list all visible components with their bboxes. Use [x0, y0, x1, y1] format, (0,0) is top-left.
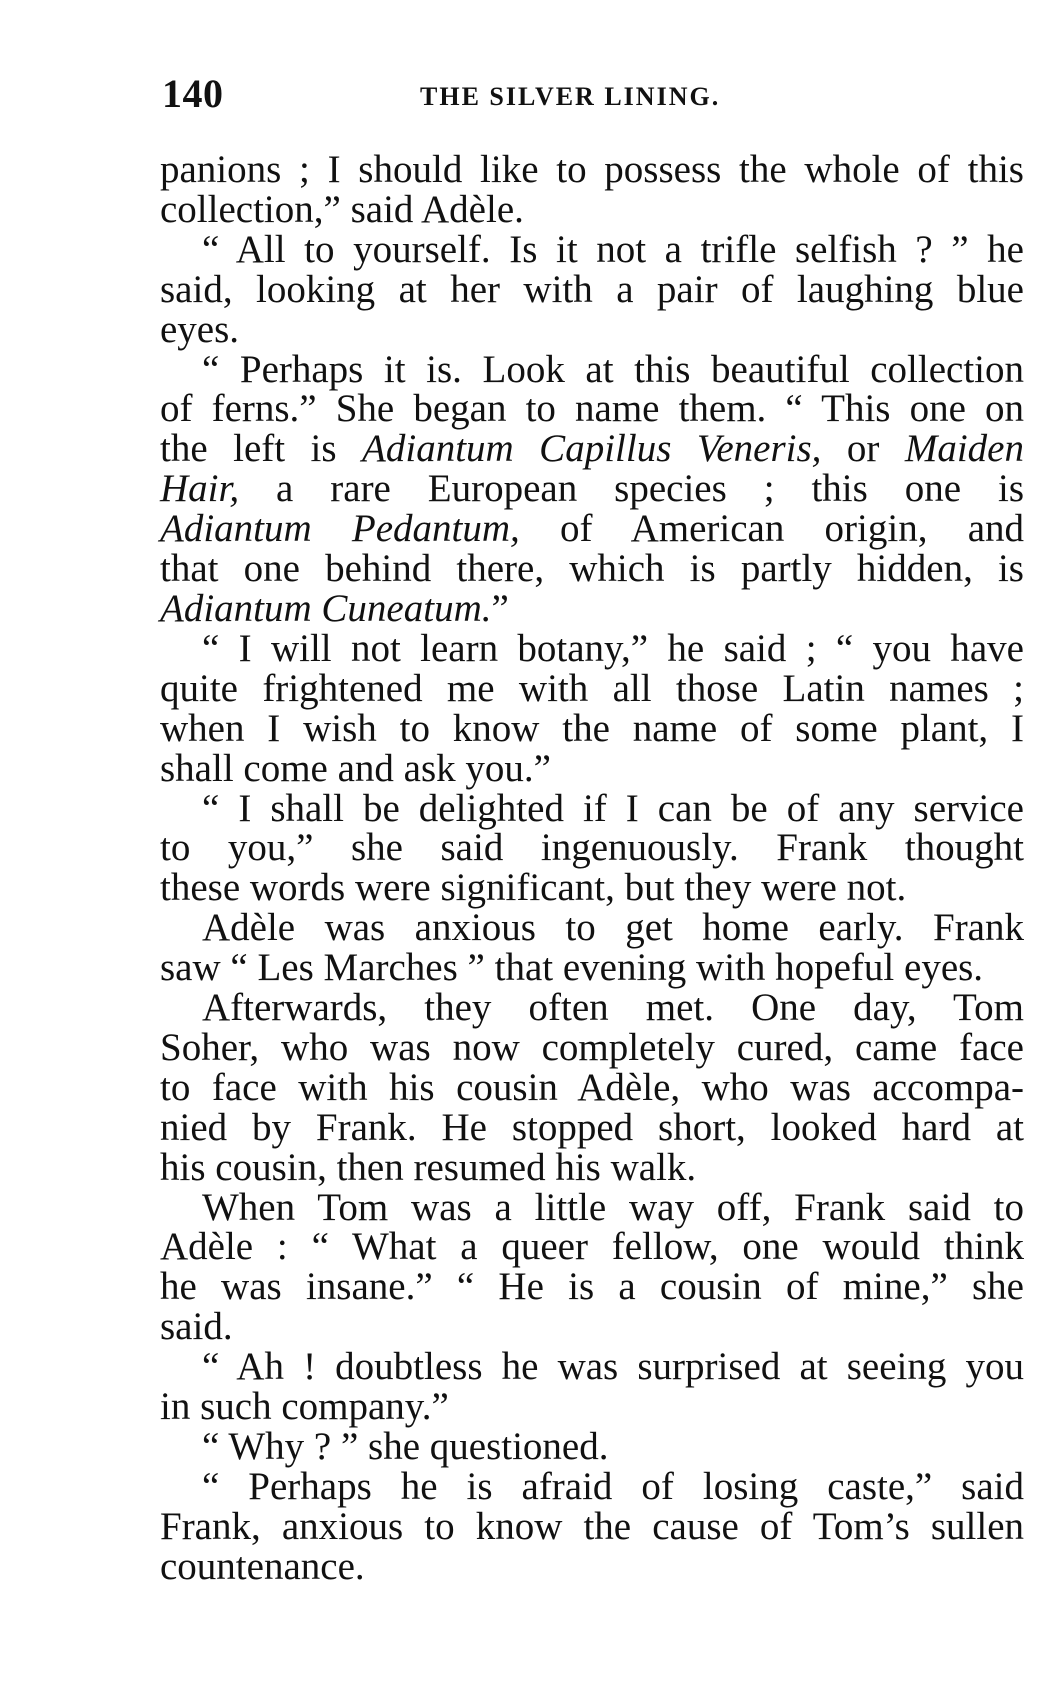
text-line: to you,” she said ingenuously. Frank thought — [160, 826, 1024, 870]
text-line: panions ; I should like to possess the whole of this — [160, 148, 1024, 191]
text-line — [160, 586, 1024, 630]
text-segment: ” — [491, 586, 509, 630]
text-line: When Tom was a little way off, Frank said to — [202, 1185, 1024, 1229]
text-line: in such company.” — [160, 1385, 449, 1429]
italic-term: Maiden — [904, 427, 1024, 471]
text-line: shall come and ask you.” — [160, 746, 551, 790]
text-segment: a rare European species ; this one is — [239, 467, 1024, 511]
text-line: Afterwards, they often met. One day, Tom — [202, 986, 1024, 1030]
text-line: “ I shall be delighted if I can be of any service — [202, 786, 1024, 830]
text-line: said. — [160, 1305, 233, 1349]
running-head — [162, 70, 1022, 120]
text-line: “ Perhaps it is. Look at this beautiful collection — [202, 347, 1024, 391]
italic-term: Adiantum Capillus Veneris, — [362, 427, 822, 471]
italic-term: Adiantum Cuneatum. — [160, 586, 492, 630]
running-title: THE SILVER LINING. — [420, 82, 721, 111]
text-line: “ I will not learn botany,” he said ; “ you have — [202, 626, 1024, 670]
text-line — [160, 469, 1024, 509]
text-line: he was insane.” “ He is a cousin of mine,” she — [160, 1265, 1024, 1309]
text-segment: of American origin, and — [519, 507, 1025, 551]
text-line: “ Why ? ” she questioned. — [202, 1425, 609, 1468]
text-line: “ All to yourself. Is it not a trifle selfish ? ” he — [202, 227, 1024, 271]
text-line: of ferns.” She began to name them. “ This one on — [160, 387, 1024, 431]
text-line: that one behind there, which is partly hidden, is — [160, 547, 1024, 591]
text-line: his cousin, then resumed his walk. — [160, 1145, 697, 1189]
text-line — [160, 429, 1024, 469]
text-line: quite frightened me with all those Latin names ; — [160, 666, 1024, 710]
italic-term: Adiantum Pedantum, — [160, 507, 520, 551]
text-line: Soher, who was now completely cured, came face — [160, 1025, 1024, 1069]
text-line: saw “ Les Marches ” that evening with hopeful eyes. — [160, 946, 984, 990]
text-line: Frank, anxious to know the cause of Tom’s sullen — [160, 1504, 1024, 1548]
text-line: countenance. — [160, 1544, 365, 1588]
text-line: Adèle was anxious to get home early. Frank — [202, 906, 1024, 950]
text-line: nied by Frank. He stopped short, looked hard at — [160, 1105, 1024, 1149]
text-line: when I wish to know the name of some plant, I — [160, 706, 1024, 750]
text-segment: the left is — [160, 427, 363, 471]
text-line: collection,” said Adèle. — [160, 187, 524, 231]
italic-term: Hair, — [160, 467, 240, 511]
text-line: “ Perhaps he is afraid of losing caste,” said — [202, 1464, 1024, 1508]
body-text — [160, 150, 1024, 1587]
text-line: to face with his cousin Adèle, who was accompa- — [160, 1065, 1024, 1109]
text-line: eyes. — [160, 307, 240, 351]
page-number: 140 — [162, 71, 224, 116]
text-line: said, looking at her with a pair of laughing blue — [160, 267, 1024, 311]
text-segment: or — [821, 427, 905, 471]
text-line — [160, 509, 1024, 549]
text-line: “ Ah ! doubtless he was surprised at seeing you — [202, 1345, 1024, 1389]
text-line: Adèle : “ What a queer fellow, one would think — [160, 1225, 1024, 1269]
text-line: these words were significant, but they were not. — [160, 866, 907, 910]
